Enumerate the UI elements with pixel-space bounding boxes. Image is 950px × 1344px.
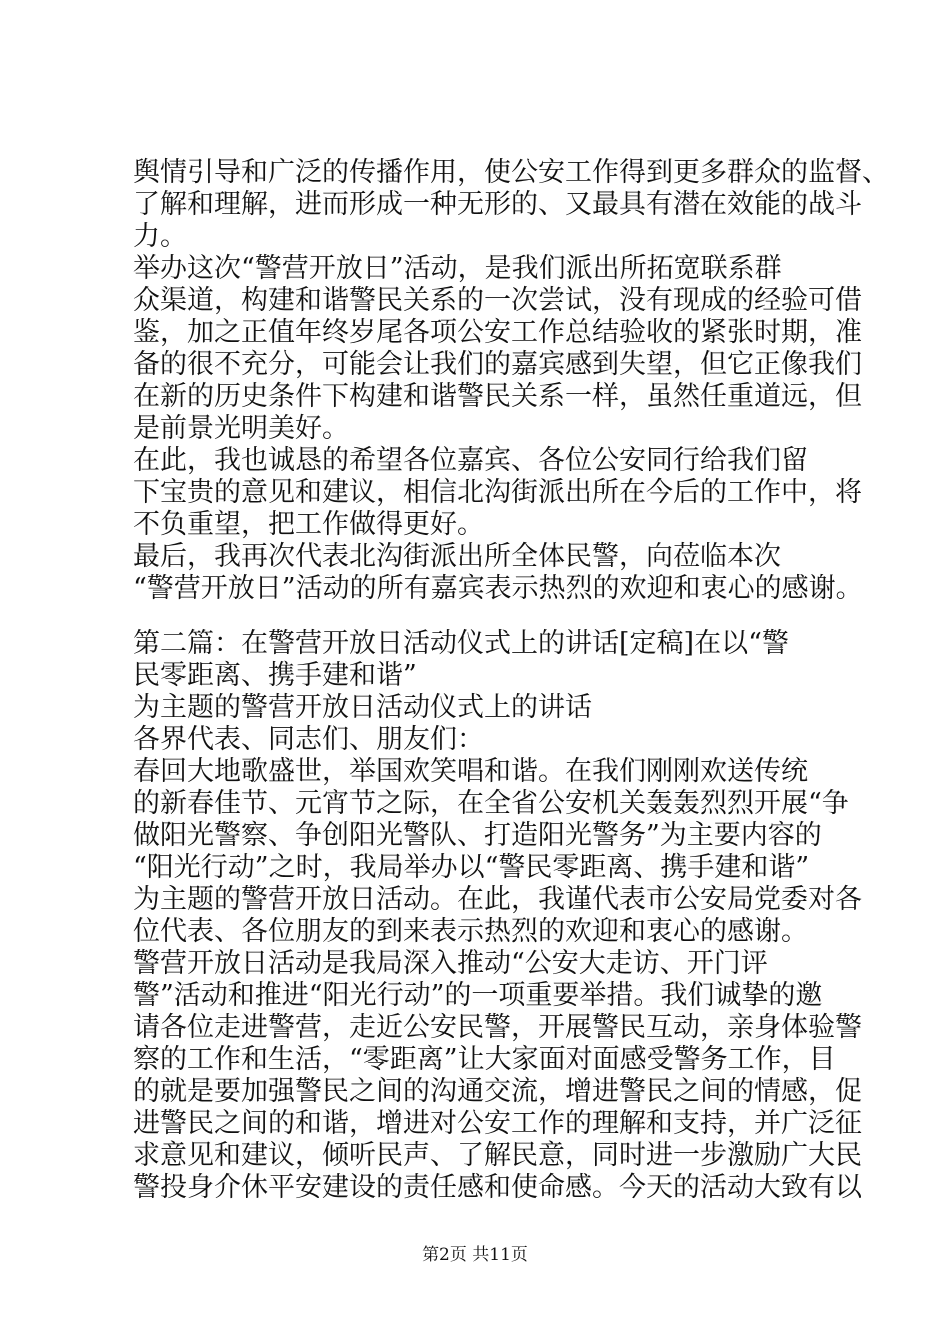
text-line: 求意见和建议，倾听民声、了解民意，同时进一步激励广大民 xyxy=(133,1140,862,1171)
text-line: “警营开放日”活动的所有嘉宾表示热烈的欢迎和衷心的感谢。 xyxy=(133,573,863,604)
text-line: 进警民之间的和谐，增进对公安工作的理解和支持，并广泛征 xyxy=(133,1108,862,1139)
text-line: 请各位走进警营，走近公安民警，开展警民互动，亲身体验警 xyxy=(133,1012,862,1043)
text-line: 位代表、各位朋友的到来表示热烈的欢迎和衷心的感谢。 xyxy=(133,916,808,947)
text-line: 是前景光明美好。 xyxy=(133,413,349,444)
text-line: 在此，我也诚恳的希望各位嘉宾、各位公安同行给我们留 xyxy=(133,445,808,476)
text-line: “阳光行动”之时，我局举办以“警民零距离、携手建和谐” xyxy=(133,852,810,883)
text-line: 春回大地歌盛世，举国欢笑唱和谐。在我们刚刚欢送传统 xyxy=(133,756,808,787)
text-line: 在新的历史条件下构建和谐警民关系一样，虽然任重道远，但 xyxy=(133,381,862,412)
text-line: 做阳光警察、争创阳光警队、打造阳光警务”为主要内容的 xyxy=(133,820,822,851)
page-number-footer: 第2页 共11页 xyxy=(422,1245,528,1265)
text-line: 最后，我再次代表北沟街派出所全体民警，向莅临本次 xyxy=(133,541,781,572)
text-line: 警”活动和推进“阳光行动”的一项重要举措。我们诚挚的邀 xyxy=(133,980,823,1011)
text-line: 的就是要加强警民之间的沟通交流，增进警民之间的情感，促 xyxy=(133,1076,862,1107)
section-heading: 民零距离、携手建和谐” xyxy=(133,660,417,691)
text-line: 举办这次“警营开放日”活动，是我们派出所拓宽联系群 xyxy=(133,253,782,284)
text-line: 警投身介休平安建设的责任感和使命感。今天的活动大致有以 xyxy=(133,1172,862,1203)
text-line: 力。 xyxy=(133,221,187,252)
text-line: 为主题的警营开放日活动。在此，我谨代表市公安局党委对各 xyxy=(133,884,862,915)
text-line: 警营开放日活动是我局深入推动“公安大走访、开门评 xyxy=(133,948,768,979)
text-line: 舆情引导和广泛的传播作用，使公安工作得到更多群众的监督、 xyxy=(133,157,889,188)
text-line: 下宝贵的意见和建议，相信北沟街派出所在今后的工作中，将 xyxy=(133,477,862,508)
text-line: 的新春佳节、元宵节之际，在全省公安机关轰轰烈烈开展“争 xyxy=(133,788,849,819)
text-line: 鉴，加之正值年终岁尾各项公安工作总结验收的紧张时期，准 xyxy=(133,317,862,348)
section-heading: 第二篇：在警营开放日活动仪式上的讲话[定稿]在以“警 xyxy=(133,628,789,659)
text-line: 众渠道，构建和谐警民关系的一次尝试，没有现成的经验可借 xyxy=(133,285,862,316)
salutation: 各界代表、同志们、朋友们： xyxy=(133,724,484,755)
text-line: 备的很不充分，可能会让我们的嘉宾感到失望，但它正像我们 xyxy=(133,349,862,380)
section-heading: 为主题的警营开放日活动仪式上的讲话 xyxy=(133,692,592,723)
text-line: 了解和理解，进而形成一种无形的、又最具有潜在效能的战斗 xyxy=(133,189,862,220)
text-line: 不负重望，把工作做得更好。 xyxy=(133,509,484,540)
text-line: 察的工作和生活，“零距离”让大家面对面感受警务工作，目 xyxy=(133,1044,836,1075)
